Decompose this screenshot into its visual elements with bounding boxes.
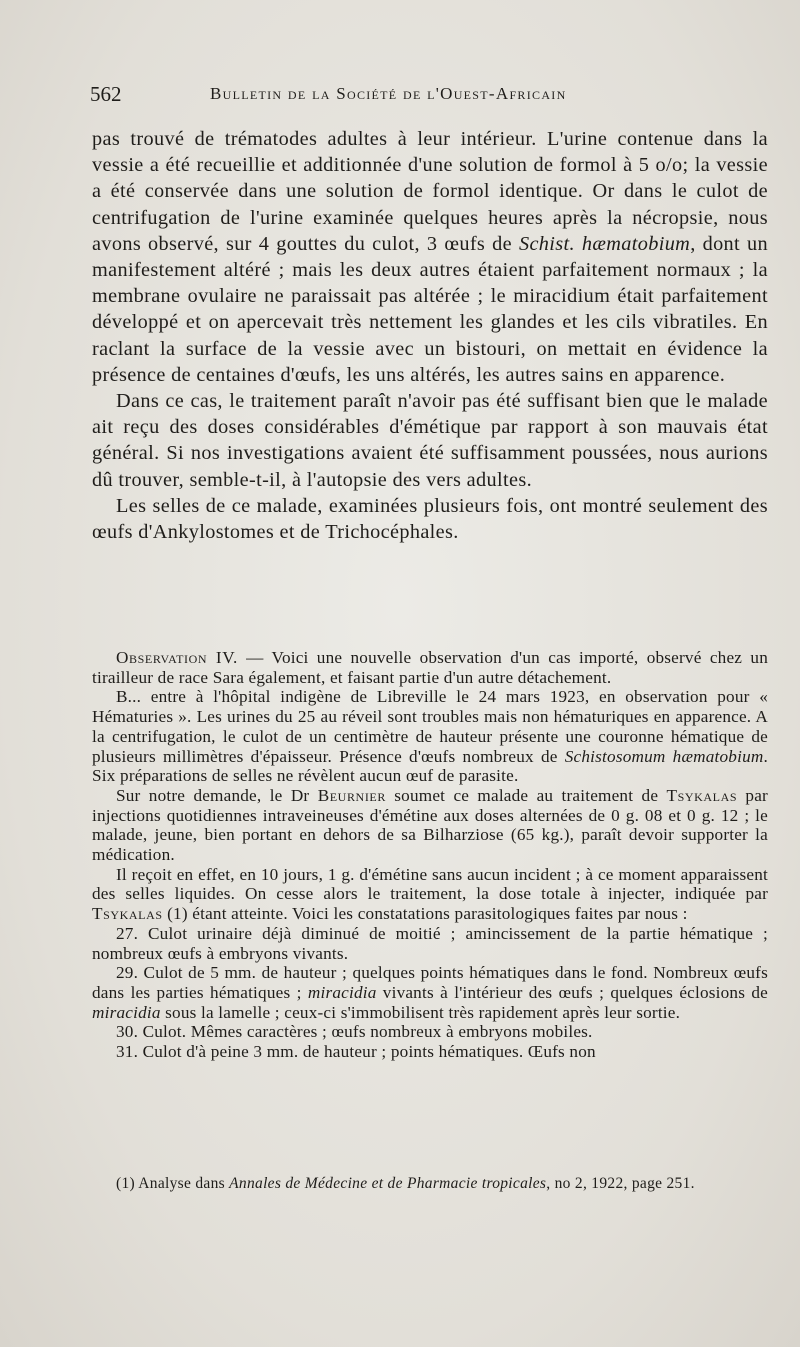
footnote: (1) Analyse dans Annales de Médecine et de Pharmacie tropicales, no 2, 1922, page 251. bbox=[116, 1175, 695, 1192]
paragraph-2: Dans ce cas, le traitement paraît n'avoir pas été suffisant bien que le malade ait reçu des doses considérables d'émétique par rapport à son mauvais état général. Si nos investigations avaient été suffisamment poussées, nous aurions dû trouver, semble-t-il, à l'autopsie des vers adultes. bbox=[92, 390, 768, 491]
main-text bbox=[92, 126, 768, 545]
paragraph-3: Les selles de ce malade, examinées plusieurs fois, ont montré seulement des œufs d'Ankylostomes et de Trichocéphales. bbox=[92, 494, 768, 544]
observation-intro: Observation IV. — Voici une nouvelle observation d'un cas importé, observé chez un tirailleur de race Sara également, et faisant partie d'un autre détachement. bbox=[92, 648, 768, 687]
page-number: 562 bbox=[90, 82, 122, 106]
observation-day-27: 27. Culot urinaire déjà diminué de moitié ; amincissement de la partie hématique ; nombreux œufs à embryons vivants. bbox=[92, 923, 768, 963]
observation-paragraph-2: B... entre à l'hôpital indigène de Libreville le 24 mars 1923, en observation pour « Hématuries ». Les urines du 25 au réveil sont troubles mais non hématuriques en apparence. A la centrifugation, le culot de un centimètre de hauteur présente une couronne hématique de plusieurs millimètres d'épaisseur. Présence d'œufs nombreux de Schistosomum hæmatobium. Six préparations de selles ne révèlent aucun œuf de parasite. bbox=[92, 687, 768, 786]
observation-day-30: 30. Culot. Mêmes caractères ; œufs nombreux à embryons mobiles. bbox=[116, 1022, 593, 1042]
observation-paragraph-4: Il reçoit en effet, en 10 jours, 1 g. d'émétine sans aucun incident ; à ce moment apparaissent des selles liquides. On cesse alors le traitement, la dose totale à injecter, indiquée par Tsykalas (1) étant atteinte. Voici les constatations parasitologiques faites par nous : bbox=[92, 864, 768, 924]
paragraph-1: pas trouvé de trématodes adultes à leur intérieur. L'urine contenue dans la vessie a été recueillie et additionnée d'une solution de formol à 5 o/o; la vessie a été conservée dans une solution de formol identique. Or dans le culot de centrifugation de l'urine examinée quelques heures après la nécropsie, nous avons observé, sur 4 gouttes du culot, 3 œufs de Schist. hæmatobium, dont un manifestement altéré ; mais les deux autres étaient parfaitement normaux ; la membrane ovulaire ne paraissait pas altérée ; le miracidium était parfaitement développé et on apercevait très nettement les glandes et les cils vibratiles. En raclant la surface de la vessie avec un bistouri, on mettait en évidence la présence de centaines d'œufs, les uns altérés, les autres sains en apparence. bbox=[92, 128, 768, 386]
page-header bbox=[90, 82, 740, 112]
observation-day-31: 31. Culot d'à peine 3 mm. de hauteur ; points hématiques. Œufs non bbox=[116, 1042, 596, 1062]
observation-section bbox=[92, 648, 768, 1062]
observation-label: Observation IV. bbox=[116, 648, 238, 667]
observation-paragraph-3: Sur notre demande, le Dr Beurnier soumet ce malade au traitement de Tsykalas par injections quotidiennes intraveineuses d'émétine aux doses alternées de 0 g. 08 et 0 g. 12 ; le malade, jeune, bien portant en dehors de sa Bilharziose (65 kg.), paraît devoir supporter la médication. bbox=[92, 785, 768, 865]
observation-day-29: 29. Culot de 5 mm. de hauteur ; quelques points hématiques dans le fond. Nombreux œufs dans les parties hématiques ; miracidia vivants à l'intérieur des œufs ; quelques éclosions de miracidia sous la lamelle ; ceux-ci s'immobilisent très rapidement après leur sortie. bbox=[92, 963, 768, 1022]
species-name: Schist. hæmatobium bbox=[518, 232, 691, 255]
running-head: Bulletin de la Société de l'Ouest-Africain bbox=[210, 84, 567, 103]
